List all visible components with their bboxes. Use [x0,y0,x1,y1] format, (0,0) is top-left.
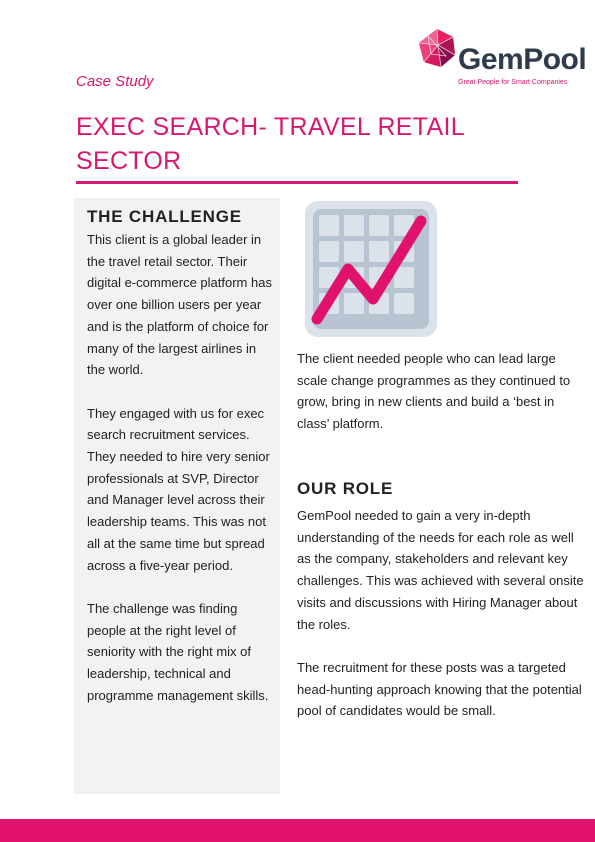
role-body [297,505,587,744]
chart-grid-cell [344,241,364,262]
logo-tagline: Great People for Smart Companies [458,79,568,86]
case-study-label: Case Study [76,73,154,90]
role-paragraph: The recruitment for these posts was a targeted head-hunting approach knowing that the potential pool of candidates would be small. [297,659,582,719]
chart-grid-cell [344,215,364,236]
gempool-logo [418,28,587,90]
challenge-heading: THE CHALLENGE [87,207,242,226]
logo-wordmark: GemPool [458,43,587,76]
chart-grid-cell [344,293,364,314]
role-paragraph: GemPool needed to gain a very in-depth understanding of the needs for each role as well as the company, stakeholders and relevant key challenges. This was achieved with several onsite visits and discussions with Hiring Manager about the roles. [297,508,584,632]
challenge-body [87,229,273,728]
chart-grid-cell [369,215,389,236]
challenge-paragraph: This client is a global leader in the travel retail sector. Their digital e-commerce platform has over one billion users per year and is the platform of choice for many of the largest airlines in the world. [87,232,272,378]
gem-icon [418,28,456,68]
chart-grid-cell [369,241,389,262]
chart-grid-cell [319,241,339,262]
chart-grid-cell [394,293,414,314]
role-heading: OUR ROLE [297,479,394,498]
footer-bar [0,819,595,842]
challenge-paragraph: They engaged with us for exec search recruitment services. They needed to hire very senior professionals at SVP, Director and Manager level across their leadership teams. This was not all at the same time but spread across a five-year period. [87,405,270,573]
challenge-panel [74,198,280,794]
growth-chart-icon [303,199,439,339]
intro-paragraph: The client needed people who can lead large scale change programmes as they continued to grow, bring in new clients and build a ‘best in class’ platform. [297,351,571,432]
title-divider [76,181,518,184]
challenge-paragraph: The challenge was finding people at the right level of seniority with the right mix of leadership, technical and programme management skills. [87,600,269,703]
page-title: EXEC SEARCH- TRAVEL RETAIL SECTOR [76,113,464,175]
chart-grid-cell [319,215,339,236]
